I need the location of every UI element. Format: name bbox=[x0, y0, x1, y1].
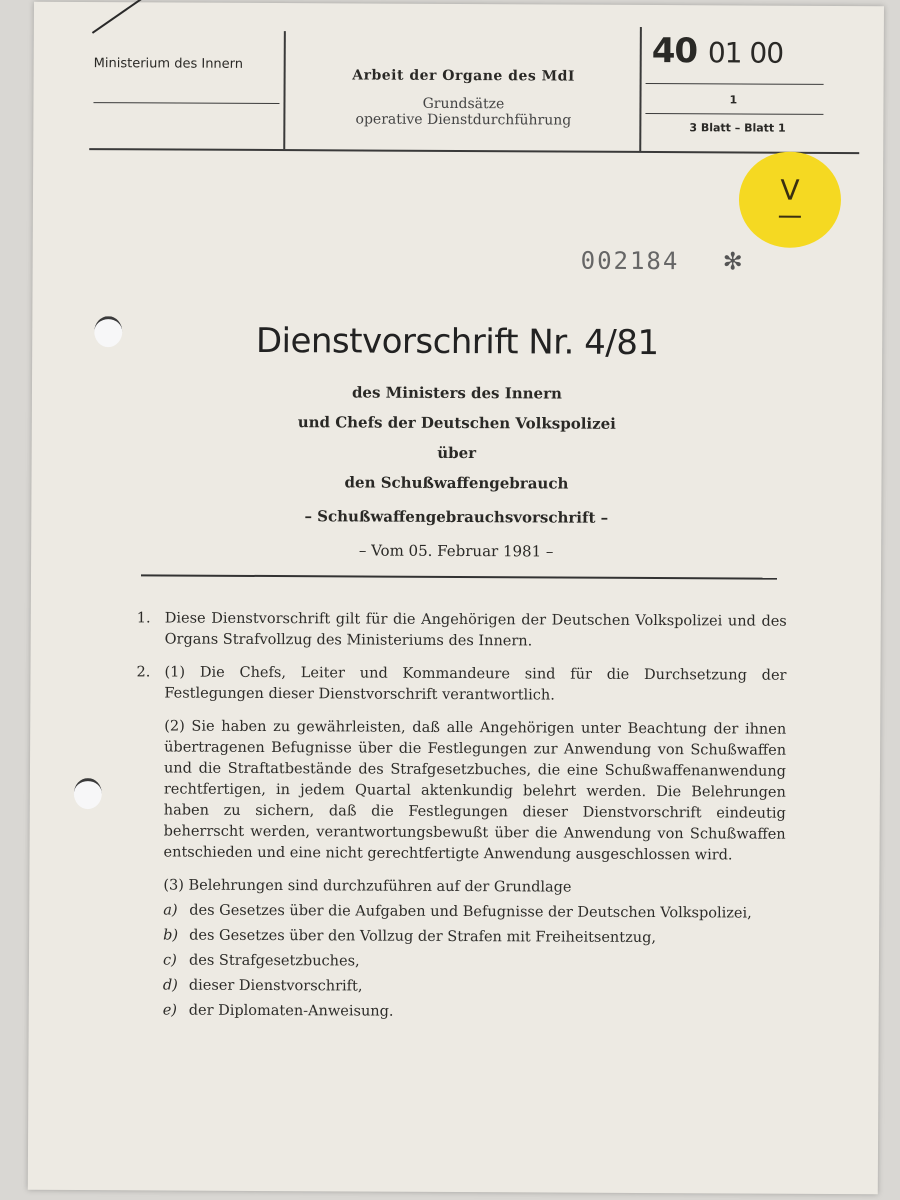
punch-hole-bottom bbox=[74, 778, 102, 809]
code-sub: 1 bbox=[729, 93, 738, 107]
list-item: e) der Diplomaten-Anweisung. bbox=[162, 1002, 394, 1020]
sticker-letter: V bbox=[780, 173, 800, 207]
ministry-underline bbox=[93, 102, 279, 104]
section-text: Diese Dienstvorschrift gilt für die Angehörigen der Deutschen Volkspolizei und des Organs Strafvollzug des Ministeriums des Innern. bbox=[164, 610, 787, 650]
ministry-label: Ministerium des Innern bbox=[93, 56, 244, 72]
document-page bbox=[28, 2, 884, 1194]
code-rule-1 bbox=[646, 83, 824, 85]
header-bottom-rule bbox=[89, 148, 859, 154]
paragraph-2: (2) Sie haben zu gewährleisten, daß alle Angehörigen unter Beachtung der ihnen übertragenen Befugnisse über die Festlegungen zur Anwendung von Schußwaffen und die Straftatbestände des Strafgesetzbuches, die eine Schußwaffenanwendung rechtfertigen, in jedem Quartal aktenkundig belehrt werden. Die Belehrungen haben zu sichern, daß die Festlegungen dieser Dienstvorschrift eindeutig beherrscht werden, verantwortungsbewußt über die Anwendung von Schußwaffen entschieden und eine nicht gerechtfertigte Anwendung ausgeschlossen wird. bbox=[163, 718, 787, 864]
classification-code bbox=[652, 31, 784, 72]
sheet-count: 3 Blatt – Blatt 1 bbox=[689, 121, 786, 135]
document-title: Dienstvorschrift Nr. 4/81 bbox=[255, 320, 659, 364]
subtitle-line-4: den Schußwaffengebrauch bbox=[344, 473, 569, 493]
header-divider-right bbox=[639, 27, 642, 151]
code-rest: 01 00 bbox=[707, 36, 784, 70]
paragraph-3: (3) Belehrungen sind durchzuführen auf der Grundlage bbox=[163, 877, 572, 896]
list-item: b) des Gesetzes über den Vollzug der Strafen mit Freiheitsentzug, bbox=[163, 927, 657, 947]
header-subtitle-2: operative Dienstdurchführung bbox=[355, 111, 572, 129]
list-item: a) des Gesetzes über die Aufgaben und Befugnisse der Deutschen Volkspolizei, bbox=[163, 902, 752, 922]
paragraph-1: (1) Die Chefs, Leiter und Kommandeure sind für die Durchsetzung der Festlegungen dieser Dienstvorschrift verantwortlich. bbox=[164, 664, 787, 704]
serial-number: 002184 bbox=[580, 246, 680, 276]
document-date: – Vom 05. Februar 1981 – bbox=[358, 541, 554, 561]
document-subtitle-block bbox=[31, 376, 882, 568]
code-rule-2 bbox=[645, 113, 823, 115]
subtitle-line-3: über bbox=[437, 443, 477, 463]
pen-mark bbox=[92, 0, 142, 34]
header-title-area bbox=[303, 67, 623, 129]
section-1 bbox=[137, 608, 787, 653]
list-item: d) dieser Dienstvorschrift, bbox=[162, 977, 363, 995]
section-number: 2. bbox=[136, 664, 151, 681]
title-rule bbox=[141, 574, 777, 579]
sticker-underline bbox=[779, 216, 801, 218]
header-subtitle-1: Grundsätze bbox=[422, 95, 505, 113]
header-title: Arbeit der Organe des MdI bbox=[352, 67, 576, 85]
header-divider-left bbox=[283, 31, 286, 149]
subtitle-line-1: des Ministers des Innern bbox=[351, 383, 562, 403]
section-number: 1. bbox=[136, 610, 151, 627]
section-content bbox=[163, 662, 787, 1028]
serial-star-icon: ✻ bbox=[722, 247, 743, 276]
list-item: c) des Strafgesetzbuches, bbox=[162, 952, 360, 970]
subtitle-line-2: und Chefs der Deutschen Volkspolizei bbox=[297, 413, 616, 433]
yellow-sticker bbox=[739, 151, 842, 248]
section-2 bbox=[135, 662, 787, 1028]
code-main: 40 bbox=[651, 31, 698, 72]
document-body bbox=[135, 608, 787, 1040]
subtitle-line-5: – Schußwaffengebrauchsvorschrift – bbox=[304, 507, 609, 527]
